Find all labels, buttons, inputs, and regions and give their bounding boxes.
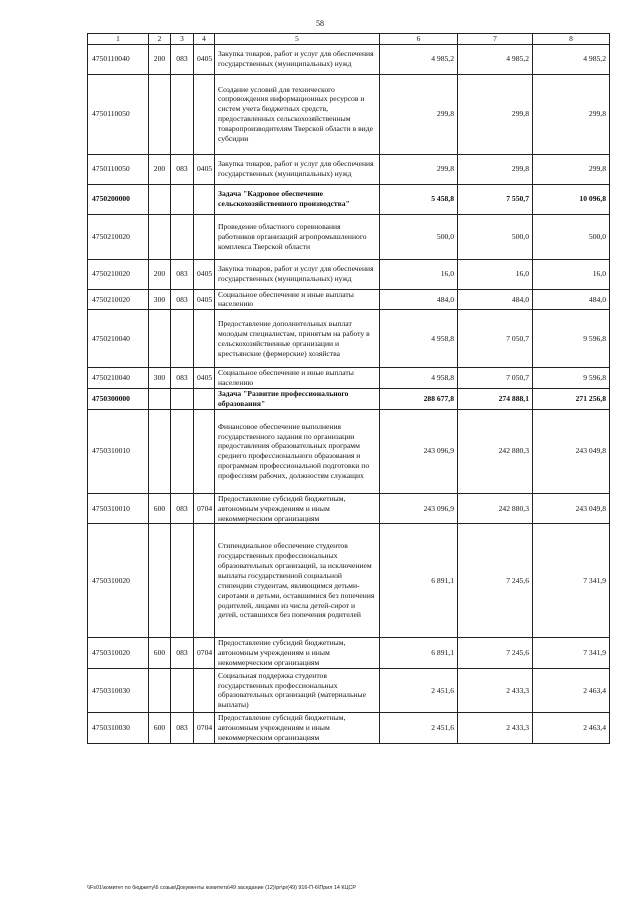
header-cell: 2 bbox=[149, 34, 171, 45]
header-cell: 4 bbox=[194, 34, 215, 45]
row-section-cell: 0704 bbox=[194, 493, 215, 524]
row-name-cell: Проведение областного соревнования работников организаций агропромышленного комплекса Тверской области bbox=[215, 214, 380, 259]
row-expense-type-cell bbox=[149, 668, 171, 712]
row-name-cell: Закупка товаров, работ и услуг для обеспечения государственных (муниципальных) нужд bbox=[215, 259, 380, 289]
row-grbs-cell: 083 bbox=[171, 154, 194, 184]
row-code-cell: 4750110050 bbox=[88, 74, 149, 154]
row-expense-type-cell bbox=[149, 74, 171, 154]
row-amount-year2-cell: 242 880,3 bbox=[458, 493, 533, 524]
table-row bbox=[88, 638, 610, 669]
row-section-cell bbox=[194, 214, 215, 259]
row-name-cell: Социальное обеспечение и иные выплаты населению bbox=[215, 368, 380, 389]
footer-file-path: \\Fs01\комитет по бюджету\6 созыв\Документы комитета\49 заседание (12)\pr\pr(49) 916-П-6\Прил 14 КЦСР bbox=[87, 885, 356, 891]
row-amount-year1-cell: 299,8 bbox=[380, 74, 458, 154]
row-code-cell: 4750310030 bbox=[88, 712, 149, 743]
row-amount-year3-cell: 9 596,8 bbox=[533, 368, 610, 389]
row-code-cell: 4750310030 bbox=[88, 668, 149, 712]
row-section-cell: 0405 bbox=[194, 154, 215, 184]
row-name-cell: Предоставление субсидий бюджетным, автономным учреждениям и иным некоммерческим организациям bbox=[215, 638, 380, 669]
row-section-cell: 0704 bbox=[194, 712, 215, 743]
row-expense-type-cell bbox=[149, 409, 171, 493]
row-amount-year2-cell: 7 050,7 bbox=[458, 368, 533, 389]
row-amount-year3-cell: 299,8 bbox=[533, 154, 610, 184]
row-grbs-cell bbox=[171, 184, 194, 214]
row-expense-type-cell: 200 bbox=[149, 154, 171, 184]
row-name-cell: Создание условий для технического сопровождения информационных ресурсов и систем учета бюджетных средств, предоставленных сельскохозяйственным товаропроизводителям Тверской области в виде субсидии bbox=[215, 74, 380, 154]
row-expense-type-cell: 600 bbox=[149, 638, 171, 669]
row-amount-year1-cell: 484,0 bbox=[380, 289, 458, 310]
row-expense-type-cell: 600 bbox=[149, 493, 171, 524]
row-amount-year2-cell: 2 433,3 bbox=[458, 668, 533, 712]
table-row bbox=[88, 154, 610, 184]
row-code-cell: 4750310010 bbox=[88, 493, 149, 524]
row-section-cell bbox=[194, 524, 215, 638]
row-amount-year1-cell: 4 958,8 bbox=[380, 310, 458, 368]
row-code-cell: 4750210020 bbox=[88, 214, 149, 259]
row-name-cell: Предоставление дополнительных выплат молодым специалистам, принятым на работу в сельскохозяйственные организации и крестьянские (фермерские) хозяйства bbox=[215, 310, 380, 368]
row-amount-year1-cell: 4 958,8 bbox=[380, 368, 458, 389]
row-amount-year3-cell: 484,0 bbox=[533, 289, 610, 310]
row-amount-year3-cell: 9 596,8 bbox=[533, 310, 610, 368]
row-amount-year2-cell: 7 550,7 bbox=[458, 184, 533, 214]
row-name-cell: Предоставление субсидий бюджетным, автономным учреждениям и иным некоммерческим организациям bbox=[215, 712, 380, 743]
row-expense-type-cell: 200 bbox=[149, 259, 171, 289]
row-name-cell: Социальное обеспечение и иные выплаты населению bbox=[215, 289, 380, 310]
row-section-cell bbox=[194, 184, 215, 214]
row-grbs-cell: 083 bbox=[171, 289, 194, 310]
row-section-cell bbox=[194, 310, 215, 368]
row-amount-year2-cell: 484,0 bbox=[458, 289, 533, 310]
row-name-cell: Предоставление субсидий бюджетным, автономным учреждениям и иным некоммерческим организациям bbox=[215, 493, 380, 524]
row-amount-year2-cell: 500,0 bbox=[458, 214, 533, 259]
row-amount-year3-cell: 4 985,2 bbox=[533, 44, 610, 74]
row-grbs-cell: 083 bbox=[171, 368, 194, 389]
table-row bbox=[88, 259, 610, 289]
row-amount-year1-cell: 6 891,1 bbox=[380, 524, 458, 638]
row-grbs-cell: 083 bbox=[171, 44, 194, 74]
row-amount-year3-cell: 10 096,8 bbox=[533, 184, 610, 214]
row-expense-type-cell bbox=[149, 389, 171, 410]
row-name-cell: Стипендиальное обеспечение студентов государственных профессиональных образовательных организаций, за исключением выплаты государственной социальной стипендии студентам, являющимся детьми-сиротами и детьми, оставшимися без попечения родителей, лицами из числа детей-сирот и детей, оставшихся без попечения родителей bbox=[215, 524, 380, 638]
row-expense-type-cell bbox=[149, 214, 171, 259]
row-expense-type-cell: 300 bbox=[149, 368, 171, 389]
row-grbs-cell: 083 bbox=[171, 493, 194, 524]
row-name-cell: Задача "Кадровое обеспечение сельскохозяйственного производства" bbox=[215, 184, 380, 214]
table-row bbox=[88, 310, 610, 368]
row-amount-year1-cell: 4 985,2 bbox=[380, 44, 458, 74]
row-grbs-cell: 083 bbox=[171, 259, 194, 289]
row-code-cell: 4750200000 bbox=[88, 184, 149, 214]
row-amount-year3-cell: 7 341,9 bbox=[533, 524, 610, 638]
table-row bbox=[88, 668, 610, 712]
row-expense-type-cell: 200 bbox=[149, 44, 171, 74]
table-row bbox=[88, 389, 610, 410]
row-grbs-cell bbox=[171, 409, 194, 493]
table-row bbox=[88, 44, 610, 74]
row-amount-year2-cell: 299,8 bbox=[458, 74, 533, 154]
row-expense-type-cell: 300 bbox=[149, 289, 171, 310]
row-amount-year2-cell: 274 888,1 bbox=[458, 389, 533, 410]
row-amount-year1-cell: 6 891,1 bbox=[380, 638, 458, 669]
table-row bbox=[88, 493, 610, 524]
row-section-cell bbox=[194, 74, 215, 154]
row-grbs-cell: 083 bbox=[171, 712, 194, 743]
row-amount-year1-cell: 5 458,8 bbox=[380, 184, 458, 214]
row-expense-type-cell: 600 bbox=[149, 712, 171, 743]
row-amount-year3-cell: 7 341,9 bbox=[533, 638, 610, 669]
row-amount-year2-cell: 7 245,6 bbox=[458, 638, 533, 669]
row-amount-year3-cell: 2 463,4 bbox=[533, 668, 610, 712]
header-cell: 7 bbox=[458, 34, 533, 45]
row-section-cell: 0405 bbox=[194, 259, 215, 289]
table-body bbox=[88, 34, 610, 744]
row-section-cell bbox=[194, 668, 215, 712]
table-row bbox=[88, 74, 610, 154]
row-amount-year3-cell: 299,8 bbox=[533, 74, 610, 154]
header-cell: 8 bbox=[533, 34, 610, 45]
row-amount-year3-cell: 16,0 bbox=[533, 259, 610, 289]
row-code-cell: 4750110050 bbox=[88, 154, 149, 184]
row-code-cell: 4750110040 bbox=[88, 44, 149, 74]
row-code-cell: 4750210040 bbox=[88, 368, 149, 389]
header-cell: 3 bbox=[171, 34, 194, 45]
row-grbs-cell bbox=[171, 389, 194, 410]
header-cell: 6 bbox=[380, 34, 458, 45]
row-amount-year3-cell: 243 049,8 bbox=[533, 409, 610, 493]
row-grbs-cell bbox=[171, 74, 194, 154]
row-name-cell: Закупка товаров, работ и услуг для обеспечения государственных (муниципальных) нужд bbox=[215, 154, 380, 184]
row-grbs-cell bbox=[171, 524, 194, 638]
row-amount-year2-cell: 16,0 bbox=[458, 259, 533, 289]
row-section-cell: 0405 bbox=[194, 289, 215, 310]
row-code-cell: 4750310020 bbox=[88, 524, 149, 638]
row-amount-year2-cell: 2 433,3 bbox=[458, 712, 533, 743]
row-grbs-cell bbox=[171, 214, 194, 259]
row-amount-year2-cell: 7 050,7 bbox=[458, 310, 533, 368]
row-code-cell: 4750300000 bbox=[88, 389, 149, 410]
row-section-cell bbox=[194, 389, 215, 410]
row-grbs-cell bbox=[171, 310, 194, 368]
row-amount-year1-cell: 16,0 bbox=[380, 259, 458, 289]
table-row bbox=[88, 368, 610, 389]
row-grbs-cell bbox=[171, 668, 194, 712]
row-code-cell: 4750210020 bbox=[88, 259, 149, 289]
table-row bbox=[88, 524, 610, 638]
row-expense-type-cell bbox=[149, 524, 171, 638]
budget-table bbox=[87, 33, 610, 744]
table-row bbox=[88, 184, 610, 214]
table-row bbox=[88, 409, 610, 493]
table-header-row bbox=[88, 34, 610, 45]
row-amount-year1-cell: 2 451,6 bbox=[380, 712, 458, 743]
header-cell: 1 bbox=[88, 34, 149, 45]
row-grbs-cell: 083 bbox=[171, 638, 194, 669]
row-name-cell: Социальная поддержка студентов государственных профессиональных образовательных организаций (материальные выплаты) bbox=[215, 668, 380, 712]
row-code-cell: 4750210020 bbox=[88, 289, 149, 310]
row-amount-year3-cell: 271 256,8 bbox=[533, 389, 610, 410]
row-expense-type-cell bbox=[149, 310, 171, 368]
row-name-cell: Финансовое обеспечение выполнения государственного задания по организации предоставления образовательных программ среднего профессионального образования и программам профессиональной подготовки по профессиям рабочих, должностям служащих bbox=[215, 409, 380, 493]
row-amount-year2-cell: 299,8 bbox=[458, 154, 533, 184]
row-amount-year3-cell: 2 463,4 bbox=[533, 712, 610, 743]
row-section-cell: 0405 bbox=[194, 368, 215, 389]
row-section-cell: 0704 bbox=[194, 638, 215, 669]
row-name-cell: Задача "Развитие профессионального образования" bbox=[215, 389, 380, 410]
row-amount-year2-cell: 7 245,6 bbox=[458, 524, 533, 638]
table-row bbox=[88, 289, 610, 310]
page-number: 58 bbox=[316, 19, 324, 28]
row-amount-year3-cell: 243 049,8 bbox=[533, 493, 610, 524]
row-name-cell: Закупка товаров, работ и услуг для обеспечения государственных (муниципальных) нужд bbox=[215, 44, 380, 74]
row-code-cell: 4750310020 bbox=[88, 638, 149, 669]
header-cell: 5 bbox=[215, 34, 380, 45]
row-section-cell bbox=[194, 409, 215, 493]
row-amount-year1-cell: 299,8 bbox=[380, 154, 458, 184]
row-amount-year1-cell: 243 096,9 bbox=[380, 493, 458, 524]
row-amount-year1-cell: 288 677,8 bbox=[380, 389, 458, 410]
row-amount-year2-cell: 4 985,2 bbox=[458, 44, 533, 74]
row-amount-year1-cell: 243 096,9 bbox=[380, 409, 458, 493]
row-amount-year3-cell: 500,0 bbox=[533, 214, 610, 259]
row-amount-year1-cell: 500,0 bbox=[380, 214, 458, 259]
row-section-cell: 0405 bbox=[194, 44, 215, 74]
row-amount-year1-cell: 2 451,6 bbox=[380, 668, 458, 712]
table-row bbox=[88, 712, 610, 743]
row-amount-year2-cell: 242 880,3 bbox=[458, 409, 533, 493]
row-code-cell: 4750210040 bbox=[88, 310, 149, 368]
row-code-cell: 4750310010 bbox=[88, 409, 149, 493]
table-row bbox=[88, 214, 610, 259]
row-expense-type-cell bbox=[149, 184, 171, 214]
